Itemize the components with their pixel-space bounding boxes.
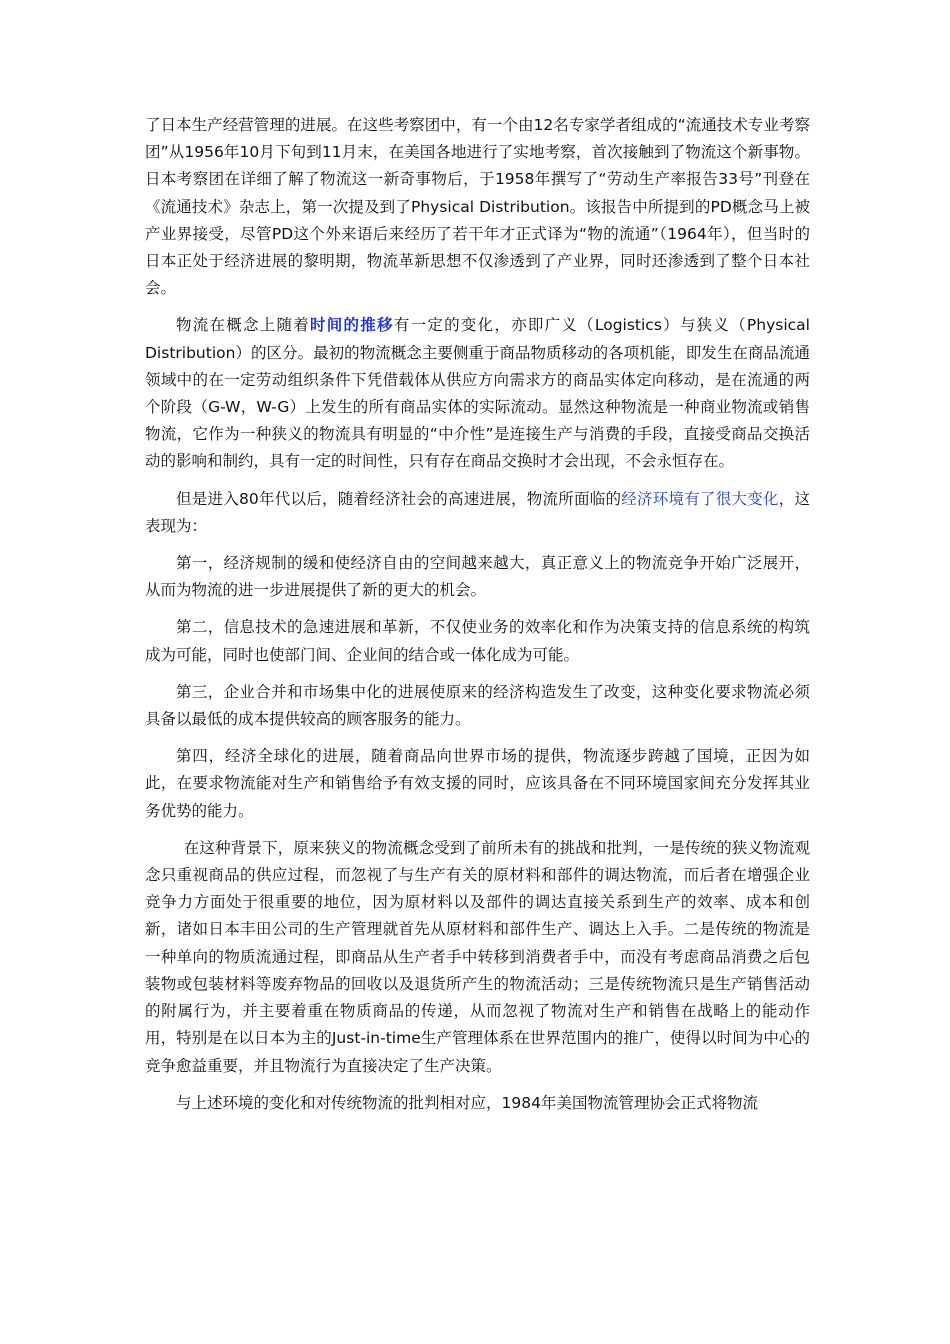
paragraph-4: 第一，经济规制的缓和使经济自由的空间越来越大，真正意义上的物流竞争开始广泛展开，从而为物流的进一步进展提供了新的更大的机会。	[145, 554, 810, 600]
paragraph-2-text-start: 物流在概念上随着	[176, 316, 311, 335]
paragraph-2-text-end: 有一定的变化，亦即广义（Logistics）与狭义（Physical Distribution）的区分。最初的物流概念主要侧重于商品物质移动的各项机能，即发生在商品流通领域中的在一定劳动组织条件下凭借载体从供应方向需求方的商品实体定向移动，是在流通的两个阶段（G-W，W-G）上发生的所有商品实体的实际流动。显然这种物流是一种商业物流或销售物流，它作为一种狭义的物流具有明显的“中介性”是连接生产与消费的手段，直接受商品交换活动的影响和制约，具有一定的时间性，只有存在商品交换时才会出现，不会永恒存在。	[145, 316, 810, 471]
time-progression-link[interactable]: 时间的推移	[310, 316, 394, 335]
document-page	[145, 112, 810, 1127]
economic-environment-link[interactable]: 经济环境有了很大变化	[621, 489, 779, 508]
paragraph-9: 与上述环境的变化和对传统物流的批判相对应，1984年美国物流管理协会正式将物流	[176, 1093, 758, 1112]
paragraph-3-text-end: ，这表现为：	[145, 489, 810, 535]
paragraph-3-text-start: 但是进入80年代以后，随着经济社会的高速进展，物流所面临的	[176, 489, 622, 508]
paragraph-8: 在这种背景下，原来狭义的物流概念受到了前所未有的挑战和批判，一是传统的狭义物流观念只重视商品的供应过程，而忽视了与生产有关的原材料和部件的调达物流，而后者在增强企业竞争力方面处于很重要的地位，因为原材料以及部件的调达直接关系到生产的效率、成本和创新，诸如日本丰田公司的生产管理就首先从原材料和部件生产、调达上入手。二是传统的物流是一种单向的物质流通过程，即商品从生产者手中转移到消费者手中，而没有考虑商品消费之后包装物或包装材料等废弃物品的回收以及退货所产生的物流活动；三是传统物流只是生产销售活动的附属行为，并主要着重在物质商品的传递，从而忽视了物流对生产和销售在战略上的能动作用，特别是在以日本为主的Just-in-time生产管理体系在世界范围内的推广，使得以时间为中心的竞争愈益重要，并且物流行为直接决定了生产决策。	[145, 838, 810, 1075]
paragraph-2	[145, 312, 810, 475]
paragraph-5: 第二，信息技术的急速进展和革新，不仅使业务的效率化和作为决策支持的信息系统的构筑成为可能，同时也使部门间、企业间的结合或一体化成为可能。	[145, 618, 810, 664]
paragraph-7: 第四，经济全球化的进展，随着商品向世界市场的提供，物流逐步跨越了国境，正因为如此，在要求物流能对生产和销售给予有效支援的同时，应该具备在不同环境国家间充分发挥其业务优势的能力。	[145, 747, 810, 820]
paragraph-3	[145, 486, 810, 540]
paragraph-1: 了日本生产经营管理的进展。在这些考察团中，有一个由12名专家学者组成的“流通技术专业考察团”从1956年10月下旬到11月末，在美国各地进行了实地考察，首次接触到了物流这个新事物。日本考察团在详细了解了物流这一新奇事物后，于1958年撰写了“劳动生产率报告33号”刊登在《流通技术》杂志上，第一次提及到了Physical Distribution。该报告中所提到的PD概念马上被产业界接受，尽管PD这个外来语后来经历了若干年才正式译为“物的流通”（1964年），但当时的日本正处于经济进展的黎明期，物流革新思想不仅渗透到了产业界，同时还渗透到了整个日本社会。	[145, 116, 810, 298]
paragraph-6: 第三，企业合并和市场集中化的进展使原来的经济构造发生了改变，这种变化要求物流必须具备以最低的成本提供较高的顾客服务的能力。	[145, 682, 810, 729]
